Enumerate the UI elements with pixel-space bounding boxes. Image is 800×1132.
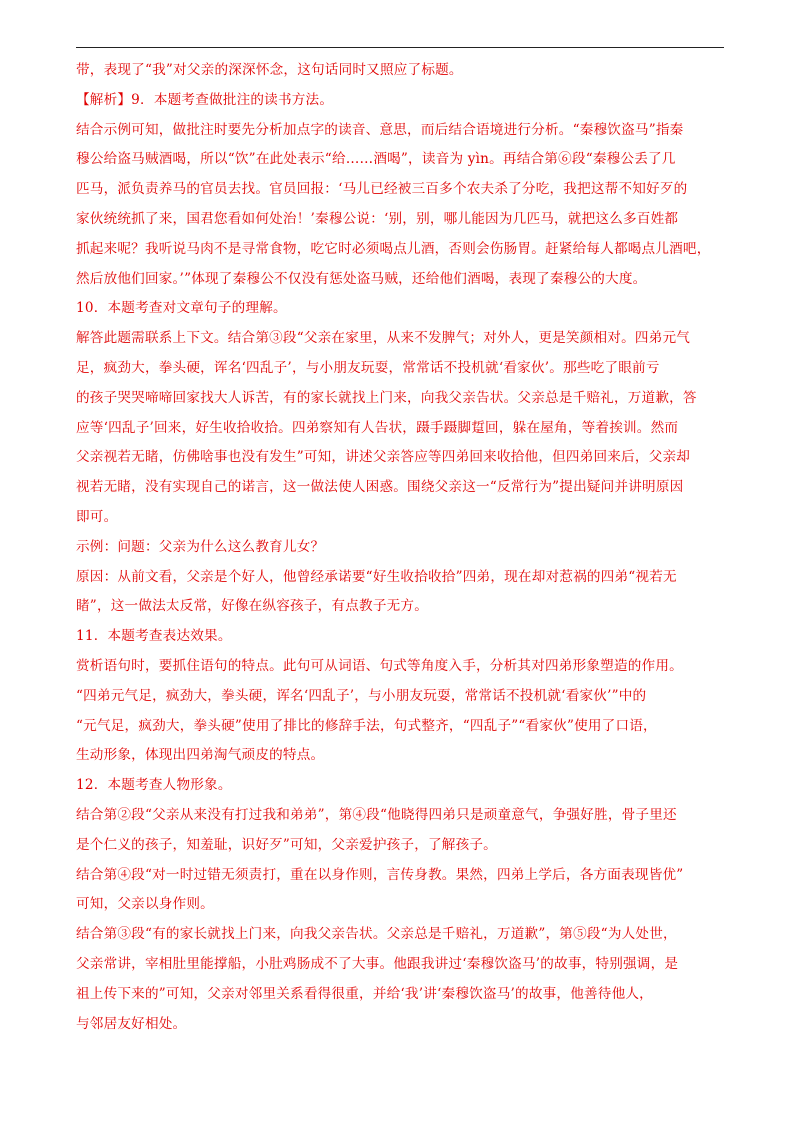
text-line: “四弟元气足，疯劲大，拳头硬，诨名‘四乱子’，与小朋友玩耍，常常话不投机就‘看家伙’”中的 bbox=[76, 687, 647, 704]
text-line: 即可。 bbox=[76, 508, 118, 525]
text-line: 父亲视若无睹，仿佛啥事也没有发生”可知，讲述父亲答应等四弟回来收拾他，但四弟回来后，父亲却 bbox=[76, 449, 691, 466]
text-line: 结合第③段“有的家长就找上门来，向我父亲告状。父亲总是千赔礼，万道歉”，第⑤段“为人处世， bbox=[76, 926, 677, 943]
text-line: 应等‘四乱子’回来，好生收拾收拾。四弟察知有人告状，蹑手蹑脚踅回，躲在屋角，等着挨训。然而 bbox=[76, 419, 679, 436]
text-line: 11．本题考查表达效果。 bbox=[76, 628, 232, 645]
text-line: 生动形象，体现出四弟淘气顽皮的特点。 bbox=[76, 747, 325, 764]
text-line: 的孩子哭哭啼啼回家找大人诉苦，有的家长就找上门来，向我父亲告状。父亲总是千赔礼，万道歉，答 bbox=[76, 389, 697, 406]
text-line: 父亲常讲，宰相肚里能撑船，小肚鸡肠成不了大事。他跟我讲过‘秦穆饮盗马’的故事，特别强调，是 bbox=[76, 955, 679, 972]
text-line: “元气足，疯劲大，拳头硬”使用了排比的修辞手法，句式整齐，“四乱子”“看家伙”使用了口语， bbox=[76, 717, 657, 734]
text-line: 匹马，派负责养马的官员去找。官员回报：‘马儿已经被三百多个农夫杀了分吃，我把这帮不知好歹的 bbox=[76, 181, 688, 198]
text-line: 穆公给盗马贼酒喝，所以“饮”在此处表示“给……酒喝”，读音为 yìn。再结合第⑥段“秦穆公丢了几 bbox=[76, 151, 676, 168]
text-line: 赏析语句时，要抓住语句的特点。此句可从词语、句式等角度入手，分析其对四弟形象塑造的作用。 bbox=[76, 657, 683, 674]
text-line: 结合示例可知，做批注时要先分析加点字的读音、意思，而后结合语境进行分析。“秦穆饮盗马”指秦 bbox=[76, 121, 684, 138]
text-line: 视若无睹，没有实现自己的诺言，这一做法使人困惑。围绕父亲这一“反常行为”提出疑问并讲明原因 bbox=[76, 479, 684, 496]
text-line: 与邻居友好相处。 bbox=[76, 1015, 187, 1032]
text-line: 睹”，这一做法太反常，好像在纵容孩子，有点教子无方。 bbox=[76, 598, 428, 615]
text-line: 结合第②段“父亲从来没有打过我和弟弟”，第④段“他晓得四弟只是顽童意气，争强好胜，骨子里还 bbox=[76, 806, 677, 823]
text-line: 带，表现了“我”对父亲的深深怀念，这句话同时又照应了标题。 bbox=[76, 62, 463, 78]
text-line: 祖上传下来的”可知，父亲对邻里关系看得很重，并给‘我’讲‘秦穆饮盗马’的故事，他善待他人， bbox=[76, 985, 653, 1002]
header-rule bbox=[76, 47, 724, 48]
text-line: 示例：问题：父亲为什么这么教育儿女？ bbox=[76, 538, 325, 555]
text-line: 可知，父亲以身作则。 bbox=[76, 896, 214, 913]
answer-analysis-text bbox=[76, 56, 724, 1039]
text-line: 家伙统统抓了来，国君您看如何处治！’秦穆公说：‘别，别，哪儿能因为几匹马，就把这么多百姓都 bbox=[76, 210, 679, 227]
text-line: 解答此题需联系上下文。结合第③段“父亲在家里，从来不发脾气；对外人，更是笑颜相对。四弟元气 bbox=[76, 330, 691, 347]
text-line: 10．本题考查对文章句子的理解。 bbox=[76, 300, 287, 317]
text-line: 结合第④段“对一时过错无须责打，重在以身作则，言传身教。果然，四弟上学后，各方面表现皆优” bbox=[76, 866, 684, 883]
text-line: 然后放他们回家。’”体现了秦穆公不仅没有惩处盗马贼，还给他们酒喝，表现了秦穆公的大度。 bbox=[76, 270, 647, 287]
text-line: 【解析】9．本题考查做批注的读书方法。 bbox=[76, 91, 334, 108]
text-line: 12．本题考查人物形象。 bbox=[76, 777, 232, 794]
text-line: 是个仁义的孩子，知羞耻，识好歹”可知，父亲爱护孩子，了解孩子。 bbox=[76, 836, 497, 853]
text-line: 足，疯劲大，拳头硬，诨名‘四乱子’，与小朋友玩耍，常常话不投机就‘看家伙’。那些吃了眼前亏 bbox=[76, 359, 660, 376]
text-line: 原因：从前文看，父亲是个好人，他曾经承诺要“好生收拾收拾”四弟，现在却对惹祸的四弟“视若无 bbox=[76, 568, 677, 585]
text-line: 抓起来呢？我听说马肉不是寻常食物，吃它时必须喝点儿酒，否则会伤肠胃。赶紧给每人都喝点儿酒吧， bbox=[76, 240, 711, 257]
